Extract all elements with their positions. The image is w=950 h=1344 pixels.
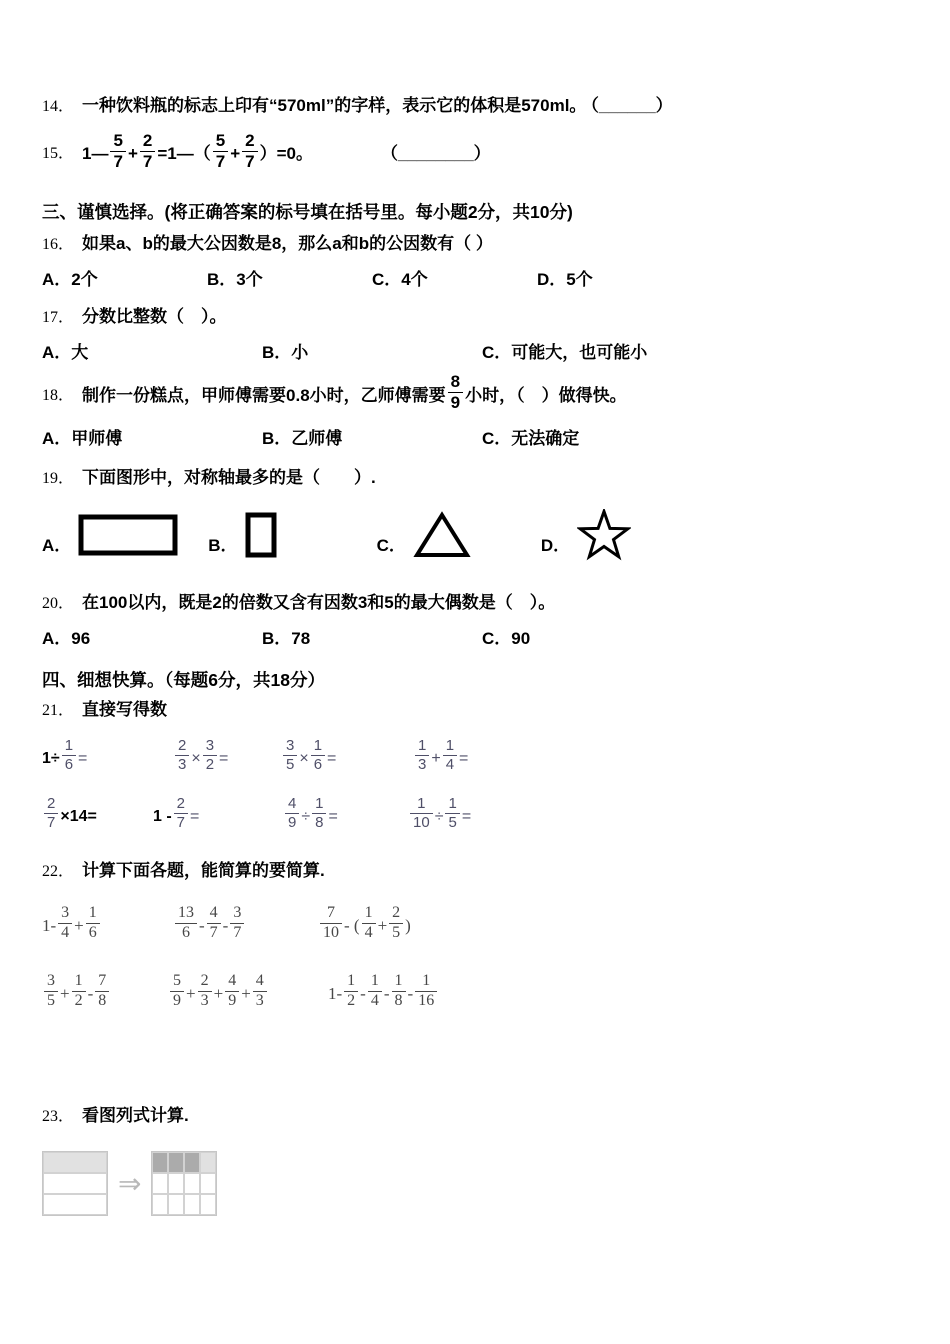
math-expression <box>42 904 173 944</box>
question-text: 分数比整数（ ）。 <box>82 306 227 326</box>
grid-cell <box>200 1152 216 1173</box>
expr-text: ÷ <box>434 807 444 825</box>
fraction: $\frac{2}{7}$ <box>174 796 188 831</box>
fraction: $\frac{1}{8}$ <box>392 973 406 1010</box>
math-expression <box>173 737 281 776</box>
question-number: 16． <box>42 235 75 253</box>
question-text: 一种饮料瓶的标志上印有“570ml”的字样，表示它的体积是570ml。 <box>82 96 587 115</box>
option-c: C．可能大，也可能小 <box>482 342 648 362</box>
fraction: $\frac{2}{7}$ <box>140 132 155 171</box>
square-shape <box>245 511 277 559</box>
fraction: $\frac{2}{7}$ <box>242 132 257 171</box>
fraction: $\frac{5}{9}$ <box>170 973 184 1010</box>
question-17-options <box>42 342 910 364</box>
fraction: $\frac{1}{6}$ <box>62 738 76 773</box>
expr-text: ×14= <box>60 807 97 825</box>
expr-text: = <box>78 749 88 767</box>
shape-option-c <box>377 511 471 559</box>
question-number: 21． <box>42 701 75 719</box>
q21-row-2 <box>42 795 910 839</box>
fraction: $\frac{1}{5}$ <box>445 796 459 831</box>
expr-text: 1— <box>82 144 109 164</box>
option-a: A．大 <box>42 342 89 362</box>
option-d: D．5个 <box>537 269 593 289</box>
fraction: $\frac{1}{2}$ <box>344 973 358 1010</box>
math-expression <box>408 795 472 834</box>
expr-text: =1—（ <box>157 144 211 164</box>
fraction: $\frac{1}{10}$ <box>410 796 433 831</box>
question-23 <box>42 1104 910 1129</box>
expr-text: 1 - <box>153 807 172 825</box>
math-expression <box>42 972 168 1012</box>
expr-text: × <box>299 749 309 767</box>
fraction-grid-left <box>42 1151 108 1216</box>
expr-text: = <box>461 807 472 825</box>
grid-cell <box>200 1173 216 1194</box>
question-text: 计算下面各题，能简算的要简算. <box>82 860 325 880</box>
fraction-grid-right <box>151 1151 217 1216</box>
expr-text: - <box>222 915 229 935</box>
option-c: C．无法确定 <box>482 428 580 448</box>
expr-text: ) <box>405 915 411 935</box>
shape-option-d <box>541 509 631 561</box>
question-19-shapes <box>42 503 910 567</box>
triangle-shape <box>413 511 471 559</box>
math-expression <box>283 795 408 834</box>
fraction: $\frac{7}{8}$ <box>95 973 109 1010</box>
grid-cell <box>168 1194 184 1215</box>
question-17 <box>42 305 910 330</box>
math-expression <box>168 972 328 1012</box>
question-number: 22． <box>42 862 75 880</box>
option-label: C． <box>376 536 406 556</box>
q22-row-1 <box>42 900 910 952</box>
math-expression <box>318 904 411 944</box>
grid-cell <box>152 1152 168 1173</box>
expr-text: + <box>230 144 241 164</box>
fraction: $\frac{3}{4}$ <box>58 905 72 942</box>
shape-option-a <box>42 513 178 557</box>
fraction: $\frac{3}{5}$ <box>283 738 297 773</box>
math-expression <box>281 737 413 776</box>
question-number: 18． <box>42 386 75 404</box>
expr-text: = <box>459 749 469 767</box>
grid-cell <box>168 1152 184 1173</box>
question-20 <box>42 591 910 616</box>
math-expression <box>82 372 627 415</box>
math-expression <box>328 972 439 1012</box>
fraction: $\frac{7}{10}$ <box>320 905 342 942</box>
fraction: $\frac{3}{7}$ <box>230 905 244 942</box>
fraction: $\frac{4}{3}$ <box>253 973 267 1010</box>
expr-text: - <box>199 915 205 935</box>
option-b: B．78 <box>262 628 311 648</box>
question-text: 直接写得数 <box>82 699 168 719</box>
grid-cell <box>184 1152 200 1173</box>
fraction: $\frac{4}{9}$ <box>285 796 299 831</box>
shape-option-b <box>208 511 276 559</box>
question-21 <box>42 698 910 723</box>
option-c: C．90 <box>482 628 531 648</box>
grid-cell <box>152 1194 168 1215</box>
fraction: $\frac{5}{7}$ <box>110 132 125 171</box>
option-b: B．小 <box>262 342 309 362</box>
expr-text: 1- <box>42 915 57 935</box>
question-14 <box>42 94 910 119</box>
grid-cell <box>200 1194 216 1215</box>
fraction: $\frac{1}{6}$ <box>86 905 100 942</box>
option-b: B．3个 <box>207 269 263 289</box>
expr-text: + <box>241 983 251 1003</box>
question-22 <box>42 859 910 884</box>
expr-text: × <box>191 749 201 767</box>
option-label: A． <box>42 536 72 556</box>
expr-text: + <box>186 983 196 1003</box>
grid-cell <box>43 1152 107 1173</box>
fraction: $\frac{4}{9}$ <box>225 973 239 1010</box>
math-expression <box>82 131 314 174</box>
expr-text: = <box>327 749 337 767</box>
expr-text: + <box>74 915 84 935</box>
question-text: 如果a、b的最大公因数是8，那么a和b的公因数有（ ） <box>82 233 493 253</box>
grid-cell <box>152 1173 168 1194</box>
question-text: 看图列式计算. <box>82 1105 189 1125</box>
fraction: $\frac{1}{2}$ <box>72 973 86 1010</box>
rectangle-shape <box>78 513 178 557</box>
expr-text: + <box>213 983 224 1003</box>
expr-text: - <box>87 983 94 1003</box>
math-expression <box>173 904 318 944</box>
question-19 <box>42 466 910 491</box>
question-number: 23． <box>42 1107 75 1125</box>
grid-cell <box>43 1194 107 1215</box>
question-text: 下面图形中，对称轴最多的是（ ）. <box>82 467 376 487</box>
math-expression <box>42 795 153 834</box>
option-a: A．甲师傅 <box>42 428 123 448</box>
answer-blank: （________） <box>381 144 491 164</box>
option-c: C．4个 <box>372 269 428 289</box>
fraction: $\frac{13}{6}$ <box>175 905 197 942</box>
expr-text: 制作一份糕点，甲师傅需要0.8小时，乙师傅需要 <box>82 385 446 405</box>
math-expression <box>42 737 173 776</box>
option-b: B．乙师傅 <box>262 428 343 448</box>
fraction: $\frac{1}{16}$ <box>415 973 437 1010</box>
expr-text: - <box>383 983 390 1003</box>
option-a: A．2个 <box>42 269 98 289</box>
option-label: D． <box>540 536 571 556</box>
question-20-options <box>42 628 910 650</box>
expr-text: + <box>431 749 441 767</box>
expr-text: + <box>60 983 70 1003</box>
q21-row-1 <box>42 737 910 781</box>
fraction: $\frac{2}{3}$ <box>198 973 212 1010</box>
expr-text: + <box>377 915 388 935</box>
question-number: 17． <box>42 308 75 326</box>
question-16-options <box>42 269 910 291</box>
math-expression <box>153 795 283 834</box>
fraction: $\frac{2}{3}$ <box>175 738 189 773</box>
q22-row-2 <box>42 968 910 1020</box>
section-4-title: 四、细想快算。（每题6分，共18分） <box>42 669 325 690</box>
q23-diagram <box>42 1151 910 1216</box>
fraction: $\frac{2}{5}$ <box>389 905 403 942</box>
expr-text: ）=0。 <box>259 144 314 164</box>
question-number: 15． <box>42 145 75 163</box>
question-number: 14． <box>42 98 75 115</box>
question-text: 在100以内，既是2的倍数又含有因数3和5的最大偶数是（ ）。 <box>82 592 556 612</box>
option-label: B． <box>208 536 238 556</box>
expr-text: 1÷ <box>42 749 60 767</box>
fraction: $\frac{4}{7}$ <box>207 905 221 942</box>
star-shape <box>577 509 631 561</box>
fraction: $\frac{3}{5}$ <box>44 973 58 1010</box>
fraction: $\frac{2}{7}$ <box>44 796 58 831</box>
expr-text: - <box>407 983 414 1003</box>
grid-cell <box>43 1173 107 1194</box>
fraction: $\frac{8}{9}$ <box>448 373 463 412</box>
section-3-title: 三、谨慎选择。(将正确答案的标号填在括号里。每小题2分，共10分) <box>42 201 573 222</box>
expr-text: ÷ <box>301 807 311 825</box>
expr-text: 小时，（ ）做得快。 <box>465 385 627 405</box>
question-18 <box>42 374 910 418</box>
question-number: 20． <box>42 594 75 612</box>
math-expression <box>413 737 469 776</box>
grid-cell <box>184 1194 200 1215</box>
grid-cell <box>168 1173 184 1194</box>
option-a: A．96 <box>42 628 91 648</box>
expr-text: - ( <box>344 915 360 935</box>
arrow-icon: ⇒ <box>118 1167 142 1199</box>
fraction: $\frac{1}{4}$ <box>443 738 457 773</box>
fraction: $\frac{1}{4}$ <box>368 973 382 1010</box>
fraction: $\frac{3}{2}$ <box>203 738 217 773</box>
expr-text: 1- <box>328 983 343 1003</box>
answer-blank: （______） <box>590 96 673 115</box>
expr-text: - <box>360 983 366 1003</box>
question-18-options <box>42 428 910 450</box>
fraction: $\frac{1}{8}$ <box>312 796 326 831</box>
expr-text: = <box>190 807 200 825</box>
question-15 <box>42 131 910 174</box>
grid-cell <box>184 1173 200 1194</box>
fraction: $\frac{1}{3}$ <box>415 738 429 773</box>
question-16 <box>42 232 910 257</box>
fraction: $\frac{1}{6}$ <box>311 738 325 773</box>
fraction: $\frac{1}{4}$ <box>362 905 376 942</box>
expr-text: + <box>127 144 138 164</box>
expr-text: = <box>219 749 229 767</box>
question-number: 19． <box>42 469 75 487</box>
fraction: $\frac{5}{7}$ <box>213 132 228 171</box>
expr-text: = <box>328 807 338 825</box>
